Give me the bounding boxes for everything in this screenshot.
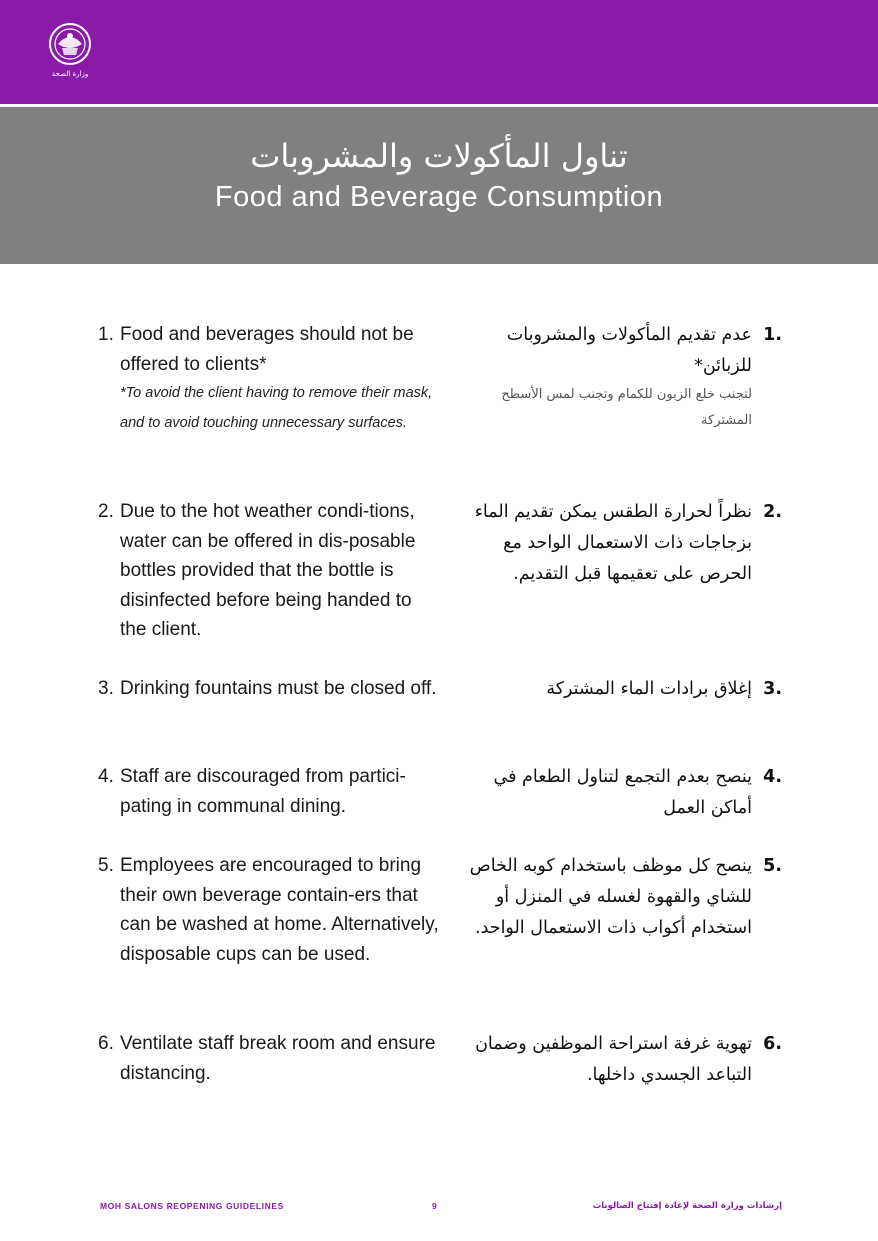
footer	[0, 1201, 878, 1217]
item-note: *To avoid the client having to remove their mask, and to avoid touching unnecessary surfaces.	[120, 385, 433, 431]
item-number: .2	[763, 502, 782, 522]
item-note: لتجنب خلع الزبون للكمام وتجنب لمس الأسطح المشتركة	[501, 387, 752, 428]
item-ar-1	[460, 320, 782, 434]
item-text: Food and beverages should not be offered to clients*	[120, 324, 414, 375]
item-number: 1.	[98, 324, 114, 345]
item-text: نظراً لحرارة الطقس يمكن تقديم الماء بزجاجات ذات الاستعمال الواحد مع الحرص على تعقيمها قبل التقديم.	[474, 502, 752, 584]
item-en-6	[98, 1029, 443, 1088]
item-en-1	[98, 320, 443, 438]
item-text: Due to the hot weather condi-tions, water can be offered in dis-posable bottles provided that the bottle is disinfected before being handed to the client.	[120, 501, 416, 640]
item-text: Staff are discouraged from partici-pating in communal dining.	[120, 766, 406, 817]
item-en-3	[98, 674, 443, 704]
item-text: تهوية غرفة استراحة الموظفين وضمان التباعد الجسدي داخلها.	[475, 1034, 752, 1085]
item-en-2	[98, 497, 443, 645]
item-text: ينصح كل موظف باستخدام كوبه الخاص للشاي والقهوة لغسله في المنزل أو استخدام أكواب ذات الاستعمال الواحد.	[469, 856, 752, 938]
item-ar-3	[460, 674, 782, 705]
item-en-4	[98, 762, 443, 821]
item-number: .3	[763, 679, 782, 699]
item-text: ينصح بعدم التجمع لتناول الطعام في أماكن العمل	[493, 767, 752, 818]
item-text: Ventilate staff break room and ensure distancing.	[120, 1033, 436, 1084]
item-number: .1	[763, 325, 782, 345]
item-number: 5.	[98, 855, 114, 876]
emblem-icon	[46, 22, 94, 68]
item-number: 2.	[98, 501, 114, 522]
item-number: .5	[763, 856, 782, 876]
item-ar-6	[460, 1029, 782, 1091]
item-text: عدم تقديم المأكولات والمشروبات للزبائن*	[506, 325, 752, 376]
item-en-5	[98, 851, 443, 969]
item-number: 4.	[98, 766, 114, 787]
item-number: 6.	[98, 1033, 114, 1054]
page-title-english: Food and Beverage Consumption	[214, 181, 664, 213]
item-number: .4	[763, 767, 782, 787]
item-ar-5	[460, 851, 782, 944]
item-text: إغلاق برادات الماء المشتركة	[546, 679, 752, 699]
item-ar-4	[460, 762, 782, 824]
item-text: Drinking fountains must be closed off.	[120, 678, 437, 699]
item-text: Employees are encouraged to bring their own beverage contain-ers that can be washed at home. Alternatively, disposable cups can be used.	[120, 855, 439, 965]
page-title-arabic: تناول المأكولات والمشروبات	[250, 137, 628, 175]
item-number: .6	[763, 1034, 782, 1054]
item-ar-2	[460, 497, 782, 590]
ministry-logo	[46, 22, 94, 80]
header-bar	[0, 0, 878, 104]
footer-title-english: MOH SALONS REOPENING GUIDELINES	[100, 1201, 284, 1211]
title-band	[0, 107, 878, 264]
item-number: 3.	[98, 678, 114, 699]
logo-label: وزارة الصحة	[51, 70, 89, 78]
footer-title-arabic: إرشادات وزارة الصحة لإعادة إفتتاح الصالونات	[592, 1201, 782, 1211]
page-number: 9	[432, 1201, 438, 1211]
